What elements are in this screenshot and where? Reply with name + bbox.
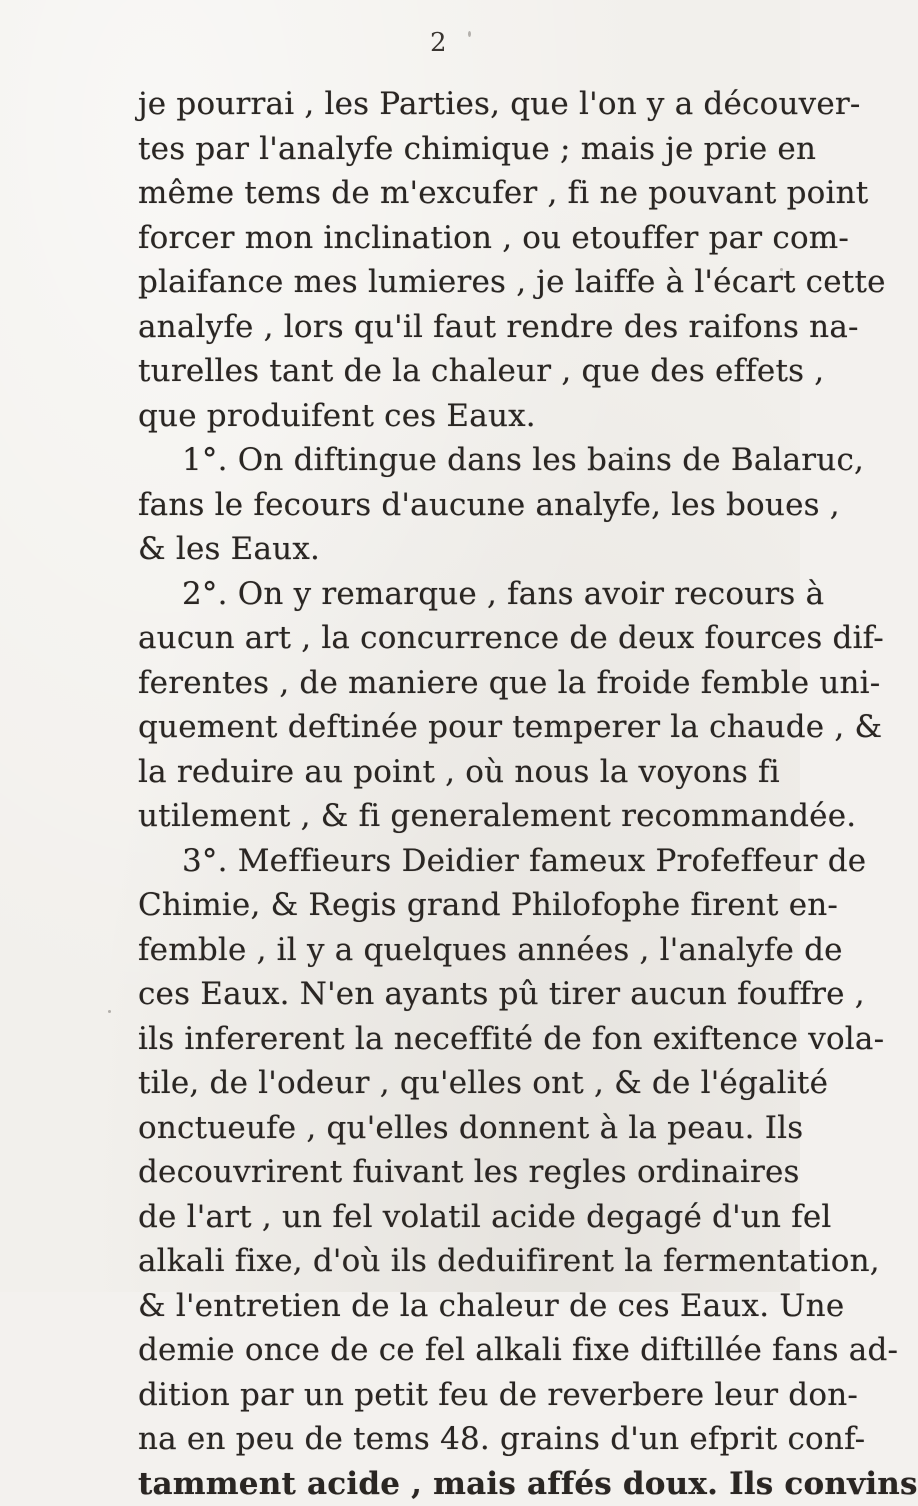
text-line: na en peu de tems 48. grains d'un efprit conf- [138,1417,788,1462]
text-line: aucun art , la concurrence de deux fources dif- [138,616,788,661]
text-line: même tems de m'excufer , fi ne pouvant point [138,171,788,216]
text-line: la reduire au point , où nous la voyons fi [138,750,788,795]
text-line: Chimie, & Regis grand Philofophe firent en- [138,883,788,928]
body-text [138,82,788,1506]
text-line: & les Eaux. [138,527,788,572]
text-line: quement deftinée pour temperer la chaude , & [138,705,788,750]
text-line: de l'art , un fel volatil acide degagé d'un fel [138,1195,788,1240]
text-line: turelles tant de la chaleur , que des effets , [138,349,788,394]
ink-speck [624,452,626,454]
ink-speck [780,268,783,271]
text-line: 3°. Meffieurs Deidier fameux Profeffeur de [138,839,788,884]
text-line: tes par l'analyfe chimique ; mais je prie en [138,127,788,172]
text-line: ils infererent la neceffité de fon exiftence vola- [138,1017,788,1062]
ink-speck [108,1010,111,1013]
ink-speck [468,31,471,37]
text-line: analyfe , lors qu'il faut rendre des raifons na- [138,305,788,350]
text-line: fans le fecours d'aucune analyfe, les boues , [138,483,788,528]
text-line: demie once de ce fel alkali fixe diftillée fans ad- [138,1328,788,1373]
text-line: decouvrirent fuivant les regles ordinaires [138,1150,788,1195]
text-line: plaifance mes lumieres , je laiffe à l'écart cette [138,260,788,305]
text-line: 2°. On y remarque , fans avoir recours à [138,572,788,617]
text-line: onctueufe , qu'elles donnent à la peau. Ils [138,1106,788,1151]
text-line: je pourrai , les Parties, que l'on y a découver- [138,82,788,127]
text-line: dition par un petit feu de reverbere leur don- [138,1373,788,1418]
text-line: forcer mon inclination , ou etouffer par com- [138,216,788,261]
text-line: alkali fixe, d'où ils deduifirent la fermentation, [138,1239,788,1284]
text-line: ferentes , de maniere que la froide femble uni- [138,661,788,706]
text-line: utilement , & fi generalement recommandée. [138,794,788,839]
text-line: que produifent ces Eaux. [138,394,788,439]
text-line: tile, de l'odeur , qu'elles ont , & de l'égalité [138,1061,788,1106]
text-line: 1°. On diftingue dans les bains de Balaruc, [138,438,788,483]
text-line: ces Eaux. N'en ayants pû tirer aucun fouffre , [138,972,788,1017]
page-number: 2 [430,28,447,58]
text-line: & l'entretien de la chaleur de ces Eaux. Une [138,1284,788,1329]
text-line: tamment acide , mais affés doux. Ils convins [138,1462,788,1506]
text-line: femble , il y a quelques années , l'analyfe de [138,928,788,973]
